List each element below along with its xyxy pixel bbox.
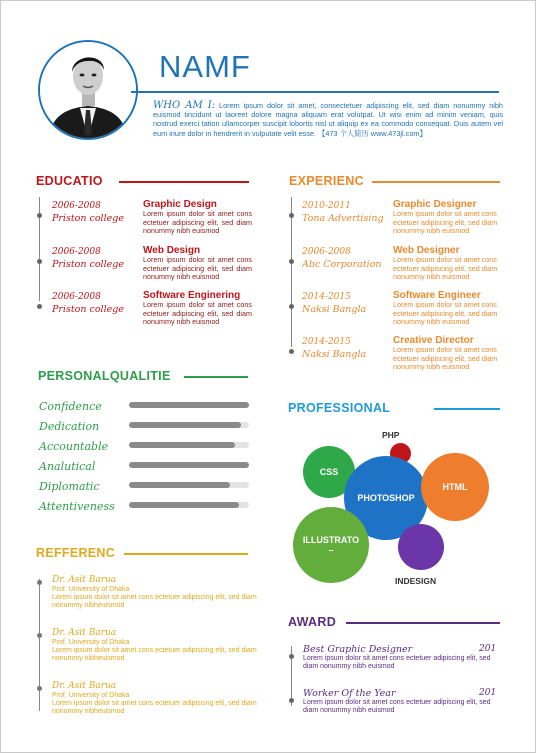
professional-divider: [434, 408, 500, 410]
professional-title: PROFESSIONAL: [288, 401, 391, 415]
reference-desc: Lorem ipsum dolor sit amet cons ectetuer adipiscing elit, sed diam nonummy nibheuismod: [52, 594, 257, 609]
quality-bar-track: [129, 482, 249, 488]
experience-company: Naksi Bangla: [302, 349, 367, 360]
education-title: EDUCATIO: [36, 174, 103, 188]
timeline-dot: [289, 259, 294, 264]
timeline-dot: [37, 213, 42, 218]
experience-timeline: [291, 197, 292, 347]
skill-bubble-indesign: [398, 524, 444, 570]
references-timeline: [39, 579, 40, 711]
experience-title: EXPERIENC: [289, 174, 364, 188]
award-title: AWARD: [288, 615, 337, 629]
reference-desc: Lorem ipsum dolor sit amet cons ectetuer adipiscing elit, sed diam nonummy nibheuismod: [52, 700, 257, 715]
reference-desc: Lorem ipsum dolor sit amet cons ectetuer adipiscing elit, sed diam nonummy nibheuismod: [52, 647, 257, 662]
reference-name: Dr. Asit Barua: [52, 681, 117, 691]
experience-company: Abc Corporation: [302, 259, 382, 270]
quality-label: Accountable: [39, 440, 109, 453]
timeline-dot: [289, 304, 294, 309]
experience-title: Software Engineer: [393, 290, 481, 301]
experience-date: 2014-2015: [302, 292, 351, 302]
timeline-dot: [37, 580, 42, 585]
experience-date: 2014-2015: [302, 337, 351, 347]
timeline-dot: [289, 698, 294, 703]
qualities-title: PERSONALQUALITIE: [38, 369, 171, 383]
education-divider: [119, 181, 249, 183]
timeline-dot: [37, 686, 42, 691]
quality-bar-track: [129, 402, 249, 408]
quality-bar-track: [129, 502, 249, 508]
experience-company: Tona Advertising: [302, 213, 384, 224]
education-date: 2006-2008: [52, 247, 101, 257]
quality-label: Diplomatic: [39, 480, 100, 493]
header-divider: [131, 91, 499, 93]
award-year: 201: [479, 688, 497, 698]
experience-desc: Lorem ipsum dolor sit amet cons ectetuer adipiscing elit, sed diam nonummy nibh euismod: [393, 210, 498, 236]
education-title: Web Design: [143, 245, 201, 256]
quality-bar-track: [129, 462, 249, 468]
intro-text: Lorem ipsum dolor sit amet, consectetuer adipiscing elit, sed diam nonummy nibh euismod tincidunt ut laoreet dolore magna aliquam erat volutpat. Ut wisi enim ad minim veniam, quis nostrud exerci tation ullamcorper suscipit lobortis nisl ut aliquip ex ea commodo consequat. Duis autem vel eum iriure dolor in hendrerit in vulputate velit esse.: [153, 101, 503, 138]
timeline-dot: [37, 304, 42, 309]
experience-desc: Lorem ipsum dolor sit amet cons ectetuer adipiscing elit, sed diam nonummy nibh euismod: [393, 301, 498, 327]
intro-label: WHO AM I:: [153, 100, 216, 111]
education-date: 2006-2008: [52, 292, 101, 302]
intro-tail: 【473 个人简历 www.473jl.com】: [318, 128, 427, 138]
skill-bubble-illustrator: ILLUSTRATO –: [293, 507, 369, 583]
skill-label-php: PHP: [382, 430, 400, 440]
timeline-dot: [289, 654, 294, 659]
education-desc: Lorem ipsum dolor sit amet cons ectetuer adipiscing elit, sed diam nonummy nibh euismod: [143, 210, 252, 236]
intro-block: [153, 101, 503, 138]
experience-desc: Lorem ipsum dolor sit amet cons ectetuer adipiscing elit, sed diam nonummy nibh euismod: [393, 256, 498, 282]
award-name: Worker Of the Year: [303, 688, 396, 699]
education-title: Software Enginering: [143, 290, 241, 301]
timeline-dot: [37, 259, 42, 264]
timeline-dot: [289, 349, 294, 354]
reference-affiliation: Prof. University of Dhaka: [52, 639, 130, 646]
experience-title: Web Designer: [393, 245, 460, 256]
education-school: Priston college: [52, 213, 124, 224]
quality-bar-fill: [129, 442, 235, 448]
education-title: Graphic Design: [143, 199, 217, 210]
quality-bar-fill: [129, 482, 230, 488]
skill-bubble-photoshop: PHOTOSHOP: [344, 456, 428, 540]
experience-date: 2010-2011: [302, 201, 351, 211]
quality-bar-track: [129, 442, 249, 448]
award-desc: Lorem ipsum dolor sit amet cons ectetuer adipiscing elit, sed diam nonummy nibh euismod: [303, 655, 491, 670]
qualities-divider: [184, 376, 248, 378]
education-date: 2006-2008: [52, 201, 101, 211]
person-portrait-icon: [40, 42, 136, 138]
reference-name: Dr. Asit Barua: [52, 628, 117, 638]
experience-desc: Lorem ipsum dolor sit amet cons ectetuer adipiscing elit, sed diam nonummy nibh euismod: [393, 346, 498, 372]
experience-date: 2006-2008: [302, 247, 351, 257]
skill-bubble-html: HTML: [421, 453, 489, 521]
reference-name: Dr. Asit Barua: [52, 575, 117, 585]
award-divider: [346, 622, 500, 624]
profile-photo: [38, 40, 138, 140]
quality-bar-fill: [129, 422, 241, 428]
award-year: 201: [479, 644, 497, 654]
education-desc: Lorem ipsum dolor sit amet cons ectetuer adipiscing elit, sed diam nonummy nibh euismod: [143, 256, 252, 282]
quality-bar-fill: [129, 462, 249, 468]
references-divider: [124, 553, 248, 555]
education-school: Priston college: [52, 304, 124, 315]
reference-affiliation: Prof. University of Dhaka: [52, 692, 130, 699]
education-school: Priston college: [52, 259, 124, 270]
timeline-dot: [289, 213, 294, 218]
quality-label: Confidence: [39, 400, 102, 413]
award-name: Best Graphic Designer: [303, 644, 413, 655]
experience-title: Creative Director: [393, 335, 474, 346]
timeline-dot: [37, 633, 42, 638]
skill-label-indesign: INDESIGN: [395, 576, 437, 586]
award-desc: Lorem ipsum dolor sit amet cons ectetuer adipiscing elit, sed diam nonummy nibh euismod: [303, 699, 491, 714]
quality-bar-fill: [129, 402, 249, 408]
quality-label: Attentiveness: [39, 500, 115, 513]
quality-bar-track: [129, 422, 249, 428]
quality-bar-fill: [129, 502, 239, 508]
reference-affiliation: Prof. University of Dhaka: [52, 586, 130, 593]
quality-label: Dedication: [39, 420, 100, 433]
quality-label: Analutical: [39, 460, 96, 473]
experience-divider: [372, 181, 500, 183]
resume-name: NAMF: [159, 49, 251, 84]
experience-company: Naksi Bangla: [302, 304, 367, 315]
education-desc: Lorem ipsum dolor sit amet cons ectetuer adipiscing elit, sed diam nonummy nibh euismod: [143, 301, 252, 327]
experience-title: Graphic Designer: [393, 199, 477, 210]
references-title: REFFERENC: [36, 546, 116, 560]
skill-bubble-css: CSS: [303, 446, 355, 498]
